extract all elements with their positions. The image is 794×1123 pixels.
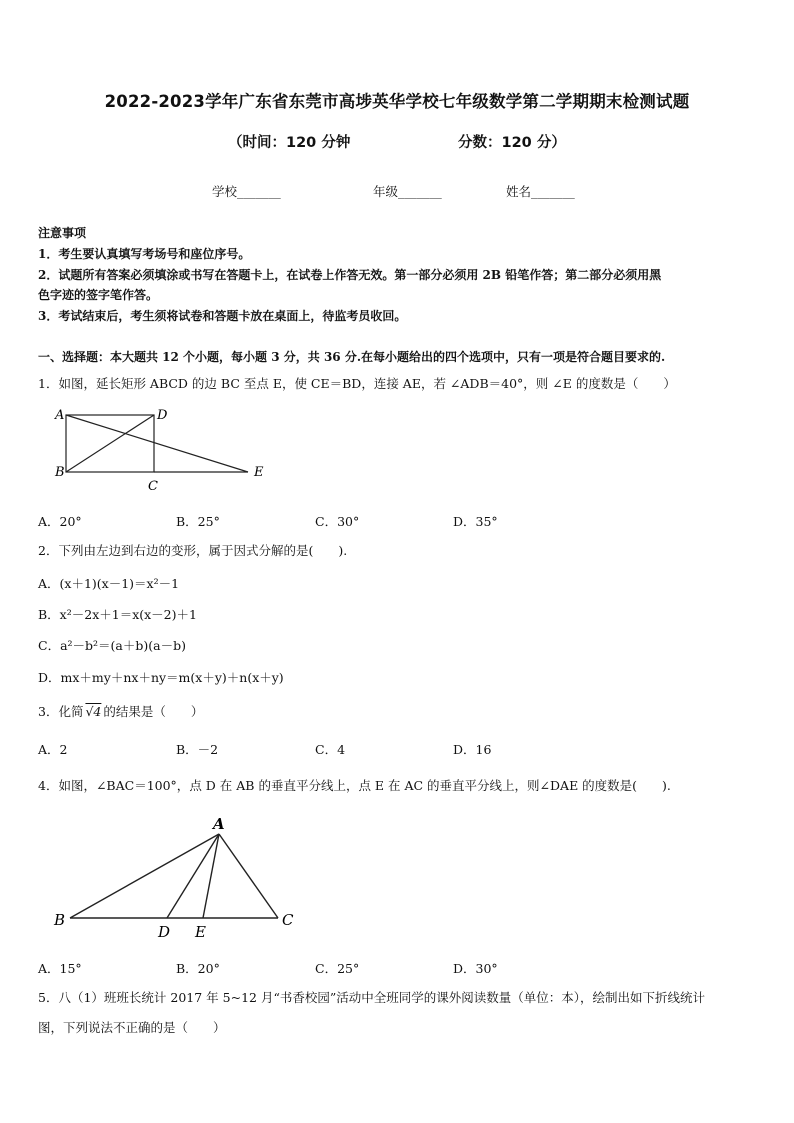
notice-item: 1．考生要认真填写考场号和座位序号。: [38, 247, 251, 261]
q1-option-d: D．35°: [453, 514, 498, 529]
section-heading: 一、选择题：本大题共 12 个小题，每小题 3 分，共 36 分.在每小题给出的四个选项中，只有一项是符合题目要求的.: [38, 350, 666, 364]
q2-option-d: D．mx＋my＋nx＋ny＝m(x＋y)＋n(x＋y): [38, 670, 284, 685]
exam-score: 分数：120 分）: [458, 135, 566, 151]
q5-line1: 5．八（1）班班长统计 2017 年 5~12 月“书香校园”活动中全班同学的课外阅读数量（单位：本），绘制出如下折线统计: [38, 990, 705, 1005]
q3-option-b: B．－2: [176, 742, 219, 757]
q5-line2: 图，下列说法不正确的是（ ）: [38, 1020, 226, 1035]
school-field: 学校_______: [212, 184, 281, 199]
q3-radical: √4: [85, 704, 102, 719]
notice-item: 2．试题所有答案必须填涂或书写在答题卡上，在试卷上作答无效。第一部分必须用 2B 铅笔作答；第二部分必须用黑: [38, 268, 662, 282]
notice-heading: 注意事项: [38, 226, 87, 240]
q3-option-a: A．2: [38, 742, 68, 757]
label-b: B: [54, 911, 66, 929]
q1-option-b: B．25°: [176, 514, 220, 529]
segment-ae: [66, 415, 248, 472]
label-e: E: [195, 923, 206, 941]
q3-stem-pre: 3．化简: [38, 704, 84, 719]
label-c: C: [148, 479, 158, 494]
label-a: A: [213, 815, 225, 833]
q4-option-b: B．20°: [176, 961, 220, 976]
label-a: A: [55, 408, 65, 423]
q4-stem: 4．如图，∠BAC＝100°，点 D 在 AB 的垂直平分线上，点 E 在 AC 的垂直平分线上，则∠DAE 的度数是( ).: [38, 778, 671, 793]
segment-ab: [70, 834, 219, 918]
q4-figure: [50, 812, 310, 947]
label-b: B: [55, 465, 65, 480]
label-d: D: [157, 408, 168, 423]
q4-option-d: D．30°: [453, 961, 498, 976]
q3-stem: [38, 704, 203, 720]
exam-time: （时间：120 分钟: [228, 135, 351, 151]
q3-stem-post: 的结果是（ ）: [103, 704, 204, 719]
q2-option-b: B．x²－2x＋1＝x(x－2)＋1: [38, 607, 197, 622]
q2-stem: 2．下列由左边到右边的变形，属于因式分解的是( ).: [38, 543, 348, 558]
label-d: D: [158, 923, 171, 941]
notice-item: 3．考试结束后，考生须将试卷和答题卡放在桌面上，待监考员收回。: [38, 309, 407, 323]
q1-figure: [52, 405, 282, 495]
q2-option-c: C．a²－b²＝(a＋b)(a－b): [38, 638, 186, 653]
segment-bd: [66, 415, 154, 472]
q4-option-c: C．25°: [315, 961, 360, 976]
grade-field: 年级_______: [373, 184, 442, 199]
q2-option-a: A．(x＋1)(x－1)＝x²－1: [38, 576, 180, 591]
q1-option-c: C．30°: [315, 514, 360, 529]
q3-option-c: C．4: [315, 742, 346, 757]
q1-stem: 1．如图，延长矩形 ABCD 的边 BC 至点 E，使 CE＝BD，连接 AE，若 ∠ADB＝40°，则 ∠E 的度数是（ ）: [38, 376, 676, 391]
q1-option-a: A．20°: [38, 514, 82, 529]
notice-item: 色字迹的签字笔作答。: [38, 288, 159, 302]
exam-title: 2022-2023学年广东省东莞市高埗英华学校七年级数学第二学期期末检测试题: [104, 92, 690, 111]
q3-option-d: D．16: [453, 742, 492, 757]
q4-option-a: A．15°: [38, 961, 82, 976]
label-c: C: [282, 911, 294, 929]
name-field: 姓名_______: [506, 184, 575, 199]
label-e: E: [254, 465, 264, 480]
segment-ac: [219, 834, 278, 918]
